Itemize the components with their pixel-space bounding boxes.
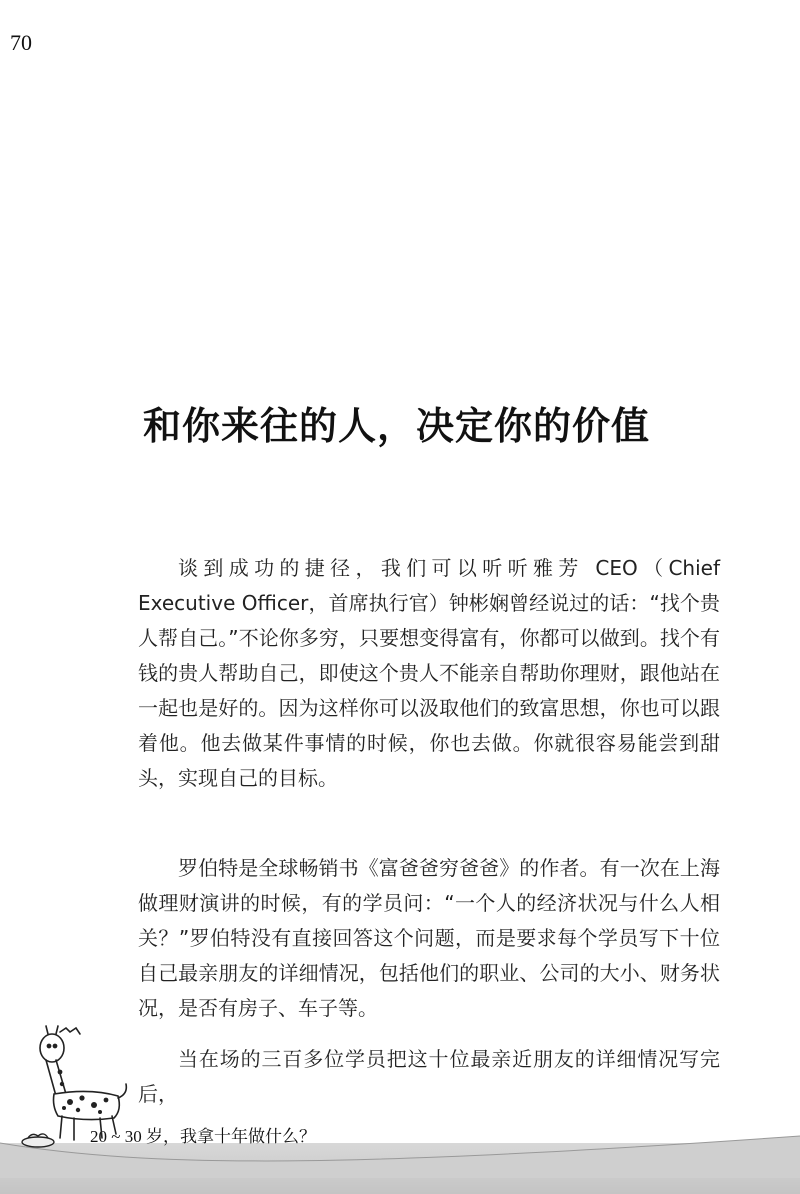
- running-title: 20 ~ 30 岁，我拿十年做什么？: [90, 1127, 316, 1146]
- giraffe-illustration: [0, 1010, 140, 1150]
- paragraph-2: 罗伯特是全球畅销书《富爸爸穷爸爸》的作者。有一次在上海做理财演讲的时候，有的学员问：“一个人的经济状况与什么人相关？”罗伯特没有直接回答这个问题，而是要求每个学员写下十位自己最亲朋友的详细情况，包括他们的职业、公司的大小、财务状况，是否有房子、车子等。: [138, 856, 720, 1020]
- paragraph-1: 谈到成功的捷径，我们可以听听雅芳 CEO（Chief Executive Officer，首席执行官）钟彬娴曾经说过的话：“找个贵人帮自己。”不论你多穷，只要想变得富有，你都可以做到。找个有钱的贵人帮助自己，即使这个贵人不能亲自帮助你理财，跟他站在一起也是好的。因为这样你可以汲取他们的致富思想，你也可以跟着他。他去做某件事情的时候，你也去做。你就很容易能尝到甜头，实现自己的目标。: [138, 556, 720, 790]
- chapter-title: 和你来往的人，决定你的价值: [143, 403, 651, 448]
- paragraph-3: 当在场的三百多位学员把这十位最亲近朋友的详细情况写完后，: [138, 1047, 720, 1106]
- page-number: 70: [10, 30, 32, 55]
